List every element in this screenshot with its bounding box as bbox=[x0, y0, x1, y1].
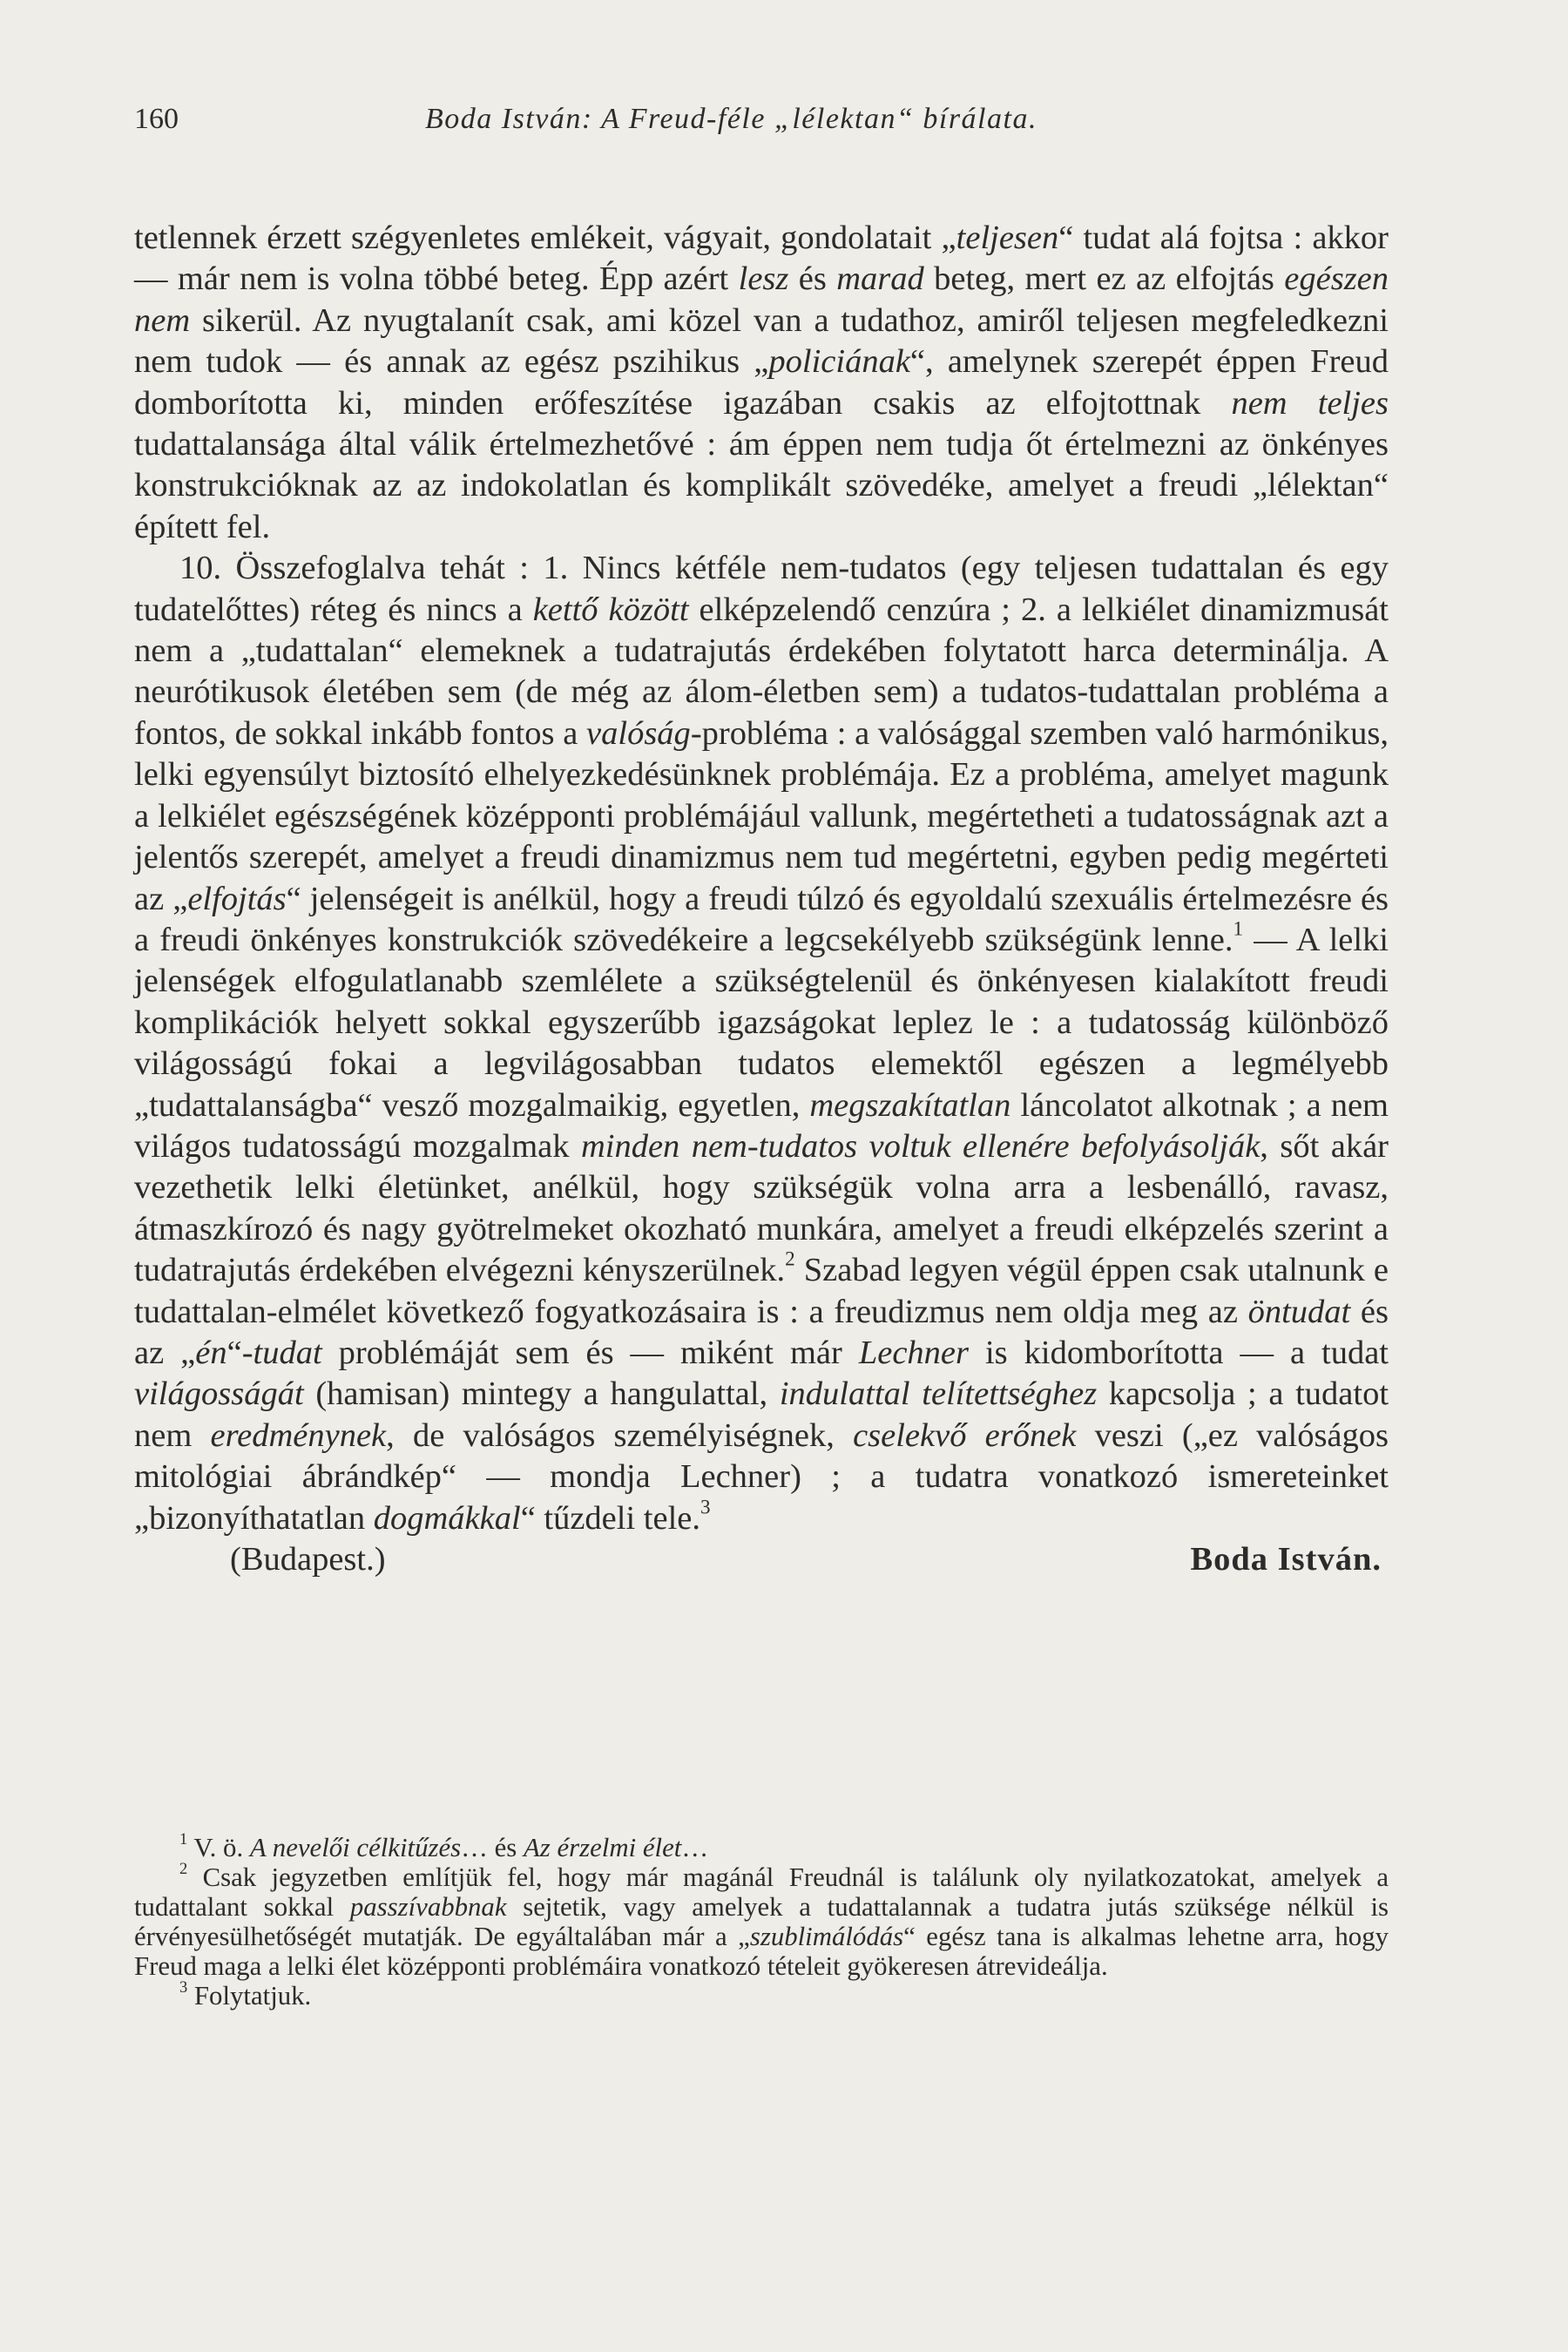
italic-run: világosságát bbox=[134, 1375, 304, 1413]
text-run: tetlennek érzett szégyenletes emlékeit, vágyait, gondolatait „ bbox=[134, 220, 956, 256]
text-run: elképzelendő cenzúra ; 2. a lelkiélet dinamizmusát nem a „tudattalan“ elemeknek a tudatrajutás érdekében folytatott harca determinálja. A neurótikusok életében sem (de még az álom-életben sem) a tudatos-tudattalan probléma a fontos, de sokkal inkább fontos a bbox=[134, 591, 1389, 752]
italic-run: lesz bbox=[738, 260, 789, 298]
text-run: Folytatjuk. bbox=[187, 1981, 312, 2011]
text-run: is kidomborította — a tudat bbox=[968, 1334, 1389, 1371]
footnote-ref: 2 bbox=[785, 1247, 795, 1270]
text-run: Csak jegyzetben említjük fel, hogy már magánál Freudnál is találunk oly nyilatkozatokat, amelyek a tudattalant sokkal bbox=[134, 1862, 1389, 1922]
italic-run: nem teljes bbox=[1231, 384, 1389, 422]
italic-run: minden nem-tudatos voltuk ellenére befolyásolják bbox=[580, 1127, 1260, 1165]
italic-run: valóság bbox=[586, 714, 691, 752]
italic-run: cselekvő erőnek bbox=[853, 1416, 1077, 1454]
text-run: 10. Összefoglalva tehát : 1. Nincs kétféle nem-tudatos (egy teljesen tudattalan és egy tudatelőttes) réteg és nincs a bbox=[134, 550, 1389, 628]
italic-run: -tudat bbox=[241, 1334, 322, 1371]
italic-run: elfojtás bbox=[187, 880, 287, 917]
italic-run: szublimálódás bbox=[749, 1922, 904, 1951]
text-run: (hamisan) mintegy a hangulattal, bbox=[303, 1375, 780, 1413]
footnote-mark: 3 bbox=[179, 1978, 188, 1997]
text-run: tudattalansága által válik értelmezhetővé : ám éppen nem tudja őt értelmezni az önkényes konstrukcióknak az az indokolatlan és komplikált szövedéke, amelyet a freudi „lélektan“ épített fel. bbox=[134, 426, 1389, 545]
footnote-ref: 1 bbox=[1233, 916, 1244, 940]
text-run: — A lelki jelenségek elfogulatlanabb szemlélete a szükségtelenül és önkényesen kialakított freudi komplikációk helyett sokkal egyszerűbb igazságokat leplez le : a tudatosság különböző világosságú fokai a legvilágosabban tudatos elemektől egészen a legmélyebb „tudattalanságba“ vesző mozgalmaikig, egyetlen, bbox=[134, 921, 1389, 1124]
place-label: (Budapest.) bbox=[230, 1541, 386, 1578]
text-run: kapcsolja ; a tudatot nem bbox=[134, 1375, 1389, 1454]
text-run: Szabad legyen végül éppen csak utalnunk e tudattalan-elmélet következő fogyatkozásaira is : a freudizmus nem oldja meg az bbox=[134, 1252, 1389, 1330]
footnote-3 bbox=[134, 1978, 1389, 2011]
text-run: , de valóságos személyiségnek, bbox=[386, 1416, 854, 1454]
italic-run: Lechner bbox=[858, 1334, 969, 1371]
text-run: “ tudat alá fojtsa : akkor — már nem is volna többé beteg. Épp azért bbox=[134, 220, 1389, 298]
text-run: “ tűzdeli tele. bbox=[520, 1499, 700, 1537]
text-run: “, amelynek szerepét éppen Freud domborította ki, minden erőfeszítése igazában csakis az elfojtottnak bbox=[134, 343, 1389, 422]
running-title: Boda István: A Freud-féle „lélektan“ bírálata. bbox=[425, 103, 1037, 135]
article-body bbox=[134, 218, 1389, 1580]
footnote-ref: 3 bbox=[700, 1495, 711, 1518]
italic-run: A nevelői célkitűzés bbox=[249, 1833, 462, 1862]
text-run: láncolatot alkotnak ; a nem világos tudatosságú mozgalmak bbox=[134, 1086, 1389, 1165]
text-run: … és bbox=[461, 1833, 524, 1862]
footnotes bbox=[134, 1830, 1389, 2011]
italic-run: teljesen bbox=[956, 220, 1059, 256]
footnote-mark: 2 bbox=[179, 1860, 188, 1878]
italic-run: marad bbox=[836, 260, 924, 298]
text-run: sejtetik, vagy amelyek a tudattalannak a tudatra jutás szüksége nélkül is érvényesülhetőségét mutatják. De egyáltalában már a „ bbox=[134, 1892, 1389, 1951]
page-number: 160 bbox=[134, 103, 179, 135]
italic-run: passzívabbnak bbox=[349, 1892, 507, 1922]
italic-run: megszakítatlan bbox=[809, 1086, 1011, 1124]
text-run: és az „ bbox=[134, 1293, 1389, 1371]
text-run: veszi („ez valóságos mitológiai ábrándkép“ — mondja Lechner) ; a tudatra vonatkozó ismereteinket „bizonyíthatatlan bbox=[134, 1416, 1389, 1537]
italic-run: policiának bbox=[768, 343, 910, 381]
italic-run: dogmákkal bbox=[373, 1499, 521, 1537]
text-run: , sőt akár vezethetik lelki életünket, anélkül, hogy szükségük volna arra a lesbenálló, ravasz, átmaszkírozó és nagy gyötrelmeket okozható munkára, amelyet a freudi elképzelés szerint a tudatrajutás érdekében elvégezni kényszerülnek. bbox=[134, 1127, 1389, 1289]
text-run: V. ö. bbox=[187, 1833, 250, 1862]
text-run: beteg, mert ez az elfojtás bbox=[923, 260, 1285, 298]
text-run: problémáját sem és — miként már bbox=[321, 1334, 859, 1371]
italic-run: indulattal telítettséghez bbox=[779, 1375, 1098, 1413]
footnote-2 bbox=[134, 1862, 1389, 1981]
text-run: és bbox=[788, 260, 837, 298]
footnote-1 bbox=[134, 1830, 1389, 1862]
italic-run: egészen nem bbox=[134, 260, 1389, 339]
paragraph-continuation bbox=[134, 218, 1389, 548]
italic-run: én bbox=[195, 1334, 227, 1371]
italic-run: eredménynek bbox=[210, 1416, 387, 1454]
text-run: -probléma : a valósággal szemben való harmónikus, lelki egyensúlyt biztosító elhelyezkedésünknek problémája. Ez a probléma, amelyet magunk a lelkiélet egészségének középponti problémájául vallunk, megértetheti a tudatosságnak azt a jelentős szerepét, amelyet a freudi dinamizmus nem tud megértetni, egyben pedig megérteti az „ bbox=[134, 714, 1389, 917]
paragraph-summary bbox=[134, 548, 1389, 1539]
signature-line bbox=[134, 1539, 1389, 1580]
footnote-mark: 1 bbox=[179, 1830, 188, 1848]
italic-run: kettő között bbox=[532, 591, 689, 628]
text-run: “ jelenségeit is anélkül, hogy a freudi túlzó és egyoldalú szexuális értelmezésre és a freudi önkényes konstrukciók szövedékeire a legcsekélyebb szükségünk lenne. bbox=[134, 880, 1389, 958]
italic-run: Az érzelmi élet bbox=[524, 1833, 682, 1862]
text-run: sikerül. Az nyugtalanít csak, ami közel van a tudathoz, amiről teljesen megfeledkezni nem tudok — és annak az egész pszihikus „ bbox=[134, 301, 1389, 381]
italic-run: öntudat bbox=[1247, 1293, 1351, 1330]
author-signature: Boda István. bbox=[1190, 1541, 1382, 1578]
text-run: “ bbox=[226, 1334, 242, 1371]
text-run: “ egész tana is alkalmas lehetne arra, hogy Freud maga a lelki élet középponti problémáira vonatkozó tételeit gyökeresen átrevideálja. bbox=[134, 1922, 1389, 1981]
text-run: … bbox=[681, 1833, 709, 1862]
